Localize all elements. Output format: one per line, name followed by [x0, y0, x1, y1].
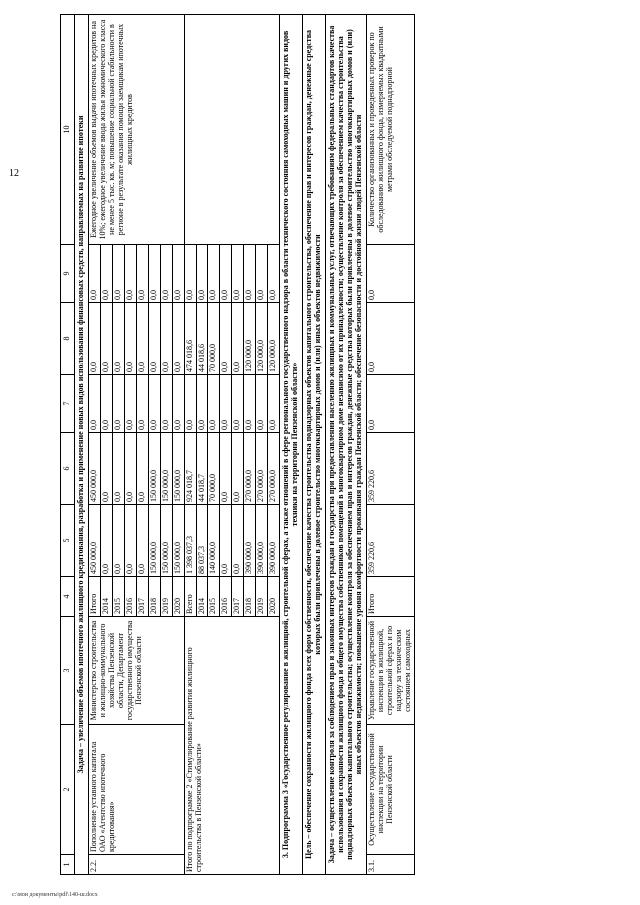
amount-cell: 0,0	[148, 375, 160, 433]
amount-cell: 150 000,0	[148, 433, 160, 505]
amount-cell: 0,0	[232, 505, 244, 577]
col-header: 6	[61, 433, 75, 505]
year-cell: 2014	[196, 577, 208, 617]
amount-cell: 270 000,0	[268, 433, 280, 505]
subprogram-3-goal: Цель – обеспечение сохранности жилищного фонда всех форм собственности, обеспечение качества строительства поднадзорных объектов капитального строительства, обеспечение прав и интересов граждан, денежные средства которых были привлечены в долевое строительство многоквартирных домов и (или) иных объектов недвижимости	[303, 15, 326, 875]
amount-cell: 390 000,0	[244, 505, 256, 577]
amount-cell: 0,0	[88, 303, 100, 375]
amount-cell: 0,0	[160, 375, 172, 433]
section-row	[303, 15, 326, 875]
year-cell: 2017	[136, 577, 148, 617]
col-header: 8	[61, 303, 75, 375]
amount-cell: 924 018,7	[184, 433, 196, 505]
col-header: 1	[61, 855, 75, 875]
amount-cell: 450 000,0	[88, 433, 100, 505]
col-header: 5	[61, 505, 75, 577]
amount-cell: 0,0	[88, 375, 100, 433]
year-cell: Итого	[88, 577, 100, 617]
col-header: 3	[61, 617, 75, 725]
amount-cell: 0,0	[112, 375, 124, 433]
amount-cell: 120 000,0	[244, 303, 256, 375]
amount-cell: 0,0	[184, 245, 196, 303]
subprogram-3-task: Задача – осуществление контроля за соблюдением прав и законных интересов граждан и государства при предоставлении населению жилищных и коммунальных услуг, отвечающих требованиям федеральных стандартов качества использования и сохранности жилищного фонда и общего имущества собственников помещений в многоквартирном доме независимо от их принадлежности; осуществление контроля за обеспечением качества строительства поднадзорных объектов капитального строительства; осуществление контроля за обеспечением прав и интересов граждан, денежные средства которых были привлечены в долевое строительство многоквартирных домов и (или) иных объектов недвижимости; повышение уровня комфортности проживания граждан Пензенской области; обеспечение безопасности и достойной жизни людей Пензенской области	[326, 15, 367, 875]
amount-cell: 0,0	[136, 433, 148, 505]
amount-cell: 120 000,0	[256, 303, 268, 375]
amount-cell: 0,0	[220, 505, 232, 577]
amount-cell: 150 000,0	[160, 433, 172, 505]
amount-cell: 0,0	[112, 245, 124, 303]
year-cell: 2015	[208, 577, 220, 617]
year-cell: 2018	[148, 577, 160, 617]
amount-cell: 0,0	[268, 375, 280, 433]
amount-cell: 0,0	[124, 303, 136, 375]
header-row	[61, 15, 75, 875]
year-cell: 2018	[244, 577, 256, 617]
amount-cell: 0,0	[100, 303, 112, 375]
executor: Министерство строительства и жилищно-коммунального хозяйства Пензенской области, Департамент государственного имущества Пензенской области	[88, 617, 184, 725]
table-row	[184, 15, 196, 875]
col-header: 4	[61, 577, 75, 617]
year-cell: 2019	[256, 577, 268, 617]
year-cell: 2019	[160, 577, 172, 617]
amount-cell: 0,0	[232, 303, 244, 375]
amount-cell: 0,0	[256, 245, 268, 303]
amount-cell: 88 037,3	[196, 505, 208, 577]
year-cell: 2017	[232, 577, 244, 617]
amount-cell: 150 000,0	[148, 505, 160, 577]
amount-cell: 0,0	[244, 245, 256, 303]
page-number: 12	[9, 168, 19, 179]
amount-cell: 0,0	[112, 433, 124, 505]
row-number: 3.1.	[366, 855, 414, 875]
amount-cell: 450 000,0	[88, 505, 100, 577]
empty-cell	[184, 15, 280, 245]
amount-cell: 0,0	[124, 245, 136, 303]
amount-cell: 0,0	[136, 505, 148, 577]
table-row	[88, 15, 100, 875]
amount-cell: 0,0	[160, 303, 172, 375]
subprogram-total-label: Итого по подпрограмме 2 «Стимулирование развития жилищного строительства в Пензенской области»	[184, 617, 280, 875]
amount-cell: 0,0	[268, 245, 280, 303]
amount-cell: 0,0	[232, 245, 244, 303]
section-row	[280, 15, 303, 875]
amount-cell: 0,0	[208, 245, 220, 303]
amount-cell: 70 000,0	[208, 433, 220, 505]
amount-cell: 0,0	[184, 375, 196, 433]
amount-cell: 0,0	[124, 433, 136, 505]
col-header: 9	[61, 245, 75, 303]
amount-cell: 44 018,7	[196, 433, 208, 505]
year-cell: Итого	[366, 577, 414, 617]
task-row	[75, 15, 89, 875]
year-cell: 2014	[100, 577, 112, 617]
amount-cell: 0,0	[136, 375, 148, 433]
measure-name: Пополнение уставного капитала ОАО «Агентство ипотечного кредитования»	[88, 725, 184, 855]
amount-cell: 140 000,0	[208, 505, 220, 577]
amount-cell: 0,0	[232, 433, 244, 505]
amount-cell: 0,0	[208, 375, 220, 433]
amount-cell: 150 000,0	[160, 505, 172, 577]
amount-cell: 0,0	[196, 375, 208, 433]
year-cell: 2016	[124, 577, 136, 617]
amount-cell: 0,0	[136, 303, 148, 375]
subprogram-3-title: 3. Подпрограмма 3 «Государственное регулирование в жилищной, строительной сферах, а также отношений в сфере регионального государственного надзора в области технического состояния самоходных машин и других видов техники на территории Пензенской области»	[280, 15, 303, 875]
task-22-text: Задача – увеличение объемов ипотечного жилищного кредитования, разработка и применение новых видов использования финансовых средств, направляемых на развитие ипотеки	[75, 15, 89, 875]
amount-cell: 0,0	[220, 245, 232, 303]
year-cell: 2016	[220, 577, 232, 617]
measure-name: Осуществление государственной инспекции на территории Пензенской области	[366, 725, 414, 855]
amount-cell: 0,0	[220, 433, 232, 505]
amount-cell: 390 000,0	[256, 505, 268, 577]
year-cell: 2020	[172, 577, 184, 617]
col-header: 2	[61, 725, 75, 855]
amount-cell: 474 018,6	[184, 303, 196, 375]
amount-cell: 0,0	[244, 375, 256, 433]
amount-cell: 1 398 037,3	[184, 505, 196, 577]
year-cell: Всего	[184, 577, 196, 617]
amount-cell: 0,0	[100, 375, 112, 433]
program-table	[60, 14, 415, 875]
amount-cell: 150 000,0	[172, 505, 184, 577]
amount-cell: 0,0	[220, 375, 232, 433]
amount-cell: 150 000,0	[172, 433, 184, 505]
amount-cell: 0,0	[366, 303, 414, 375]
amount-cell: 359 220,6	[366, 433, 414, 505]
amount-cell: 44 018,6	[196, 303, 208, 375]
table-row	[366, 15, 414, 875]
amount-cell: 0,0	[220, 303, 232, 375]
amount-cell: 0,0	[112, 303, 124, 375]
amount-cell: 0,0	[136, 245, 148, 303]
amount-cell: 0,0	[100, 245, 112, 303]
amount-cell: 0,0	[160, 245, 172, 303]
year-cell: 2020	[268, 577, 280, 617]
amount-cell: 0,0	[366, 375, 414, 433]
amount-cell: 0,0	[366, 245, 414, 303]
amount-cell: 0,0	[112, 505, 124, 577]
col-header: 10	[61, 15, 75, 245]
amount-cell: 0,0	[88, 245, 100, 303]
amount-cell: 120 000,0	[268, 303, 280, 375]
amount-cell: 0,0	[172, 375, 184, 433]
expected-result: Ежегодное увеличение объемов выдачи ипотечных кредитов на 10%; ежегодное увеличение ввода жилья экономического класса не менее 5 тыс. кв. м; повышение социальной стабильности в регионе в результате оказания помощи заемщикам ипотечных жилищных кредитов	[88, 15, 184, 245]
amount-cell: 0,0	[124, 375, 136, 433]
amount-cell: 70 000,0	[208, 303, 220, 375]
section-row	[326, 15, 367, 875]
executor: Управление государственной инспекции в жилищной, строительной сферах и по надзору за техническим состоянием самоходных	[366, 617, 414, 725]
year-cell: 2015	[112, 577, 124, 617]
amount-cell: 0,0	[148, 303, 160, 375]
row-number: 2.2.	[88, 855, 184, 875]
amount-cell: 0,0	[148, 245, 160, 303]
amount-cell: 270 000,0	[244, 433, 256, 505]
amount-cell: 0,0	[100, 433, 112, 505]
col-header: 7	[61, 375, 75, 433]
amount-cell: 390 000,0	[268, 505, 280, 577]
amount-cell: 0,0	[172, 303, 184, 375]
amount-cell: 0,0	[172, 245, 184, 303]
amount-cell: 0,0	[256, 375, 268, 433]
rotated-page-content	[60, 15, 615, 875]
amount-cell: 0,0	[232, 375, 244, 433]
footer-path: c:\мои документы\pdf\140-ш.docx	[12, 892, 98, 898]
amount-cell: 270 000,0	[256, 433, 268, 505]
expected-result: Количество организованных и проведенных проверок по обследованию жилищного фонда, измеряемых квадратными метрами обследуемой поднадзорной	[366, 15, 414, 245]
amount-cell: 359 220,6	[366, 505, 414, 577]
amount-cell: 0,0	[124, 505, 136, 577]
amount-cell: 0,0	[196, 245, 208, 303]
amount-cell: 0,0	[100, 505, 112, 577]
